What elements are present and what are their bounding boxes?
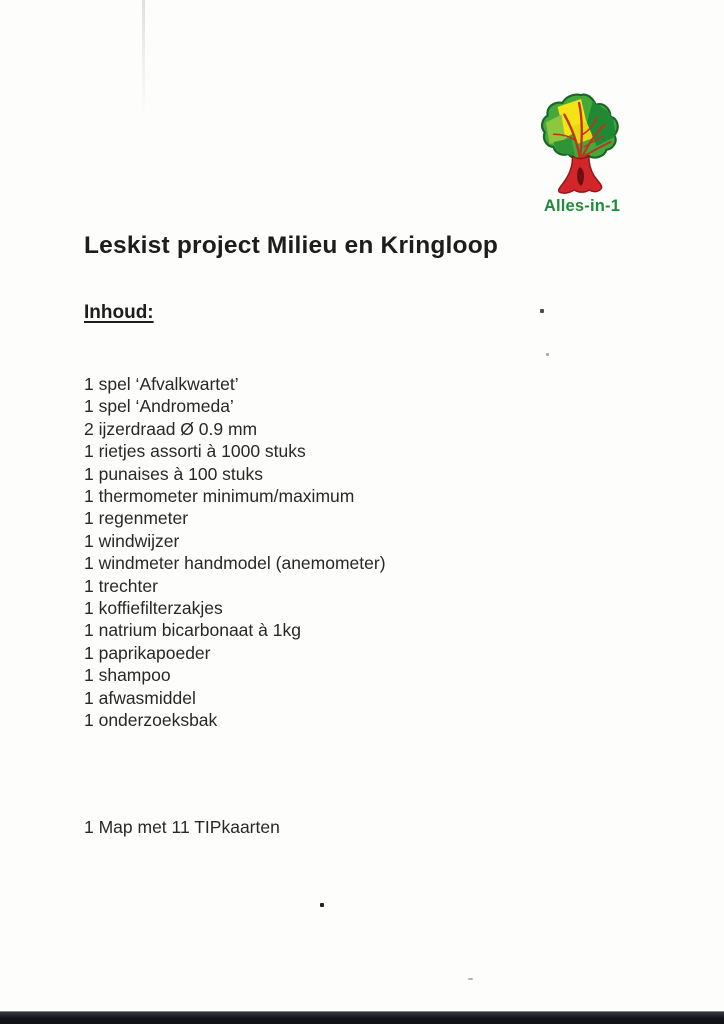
page-title: Leskist project Milieu en Kringloop (84, 232, 499, 259)
list-item: 1 windmeter handmodel (anemometer) (84, 553, 386, 574)
list-item: 2 ijzerdraad Ø 0.9 mm (84, 418, 258, 439)
list-item: 1 afwasmiddel (84, 687, 196, 708)
tree-icon (532, 92, 632, 196)
alles-in-1-logo (532, 92, 632, 216)
list-item: 1 regenmeter (84, 508, 189, 529)
list-item: 1 natrium bicarbonaat à 1kg (84, 620, 301, 641)
section-heading: Inhoud: (84, 302, 154, 323)
list-item: 1 paprikapoeder (84, 642, 211, 663)
list-item: 1 shampoo (84, 665, 171, 686)
list-item: 1 rietjes assorti à 1000 stuks (84, 441, 306, 462)
scan-artifact (142, 0, 145, 115)
list-item: 1 spel ‘Andromeda’ (84, 396, 234, 417)
item-list (84, 373, 386, 732)
scan-artifact (320, 903, 324, 907)
scan-artifact (546, 353, 549, 356)
list-item: 1 onderzoeksbak (84, 710, 218, 731)
scan-artifact (540, 309, 544, 313)
footer-item: 1 Map met 11 TIPkaarten (84, 817, 280, 837)
scanner-edge-shadow (0, 1011, 724, 1024)
list-item: 1 windwijzer (84, 530, 180, 551)
list-item: 1 spel ‘Afvalkwartet’ (84, 374, 239, 394)
list-item: 1 koffiefilterzakjes (84, 598, 223, 619)
logo-label: Alles-in-1 (543, 197, 621, 215)
list-item: 1 thermometer minimum/maximum (84, 486, 355, 507)
scan-artifact (468, 978, 473, 980)
list-item: 1 trechter (84, 575, 158, 596)
list-item: 1 punaises à 100 stuks (84, 463, 264, 484)
